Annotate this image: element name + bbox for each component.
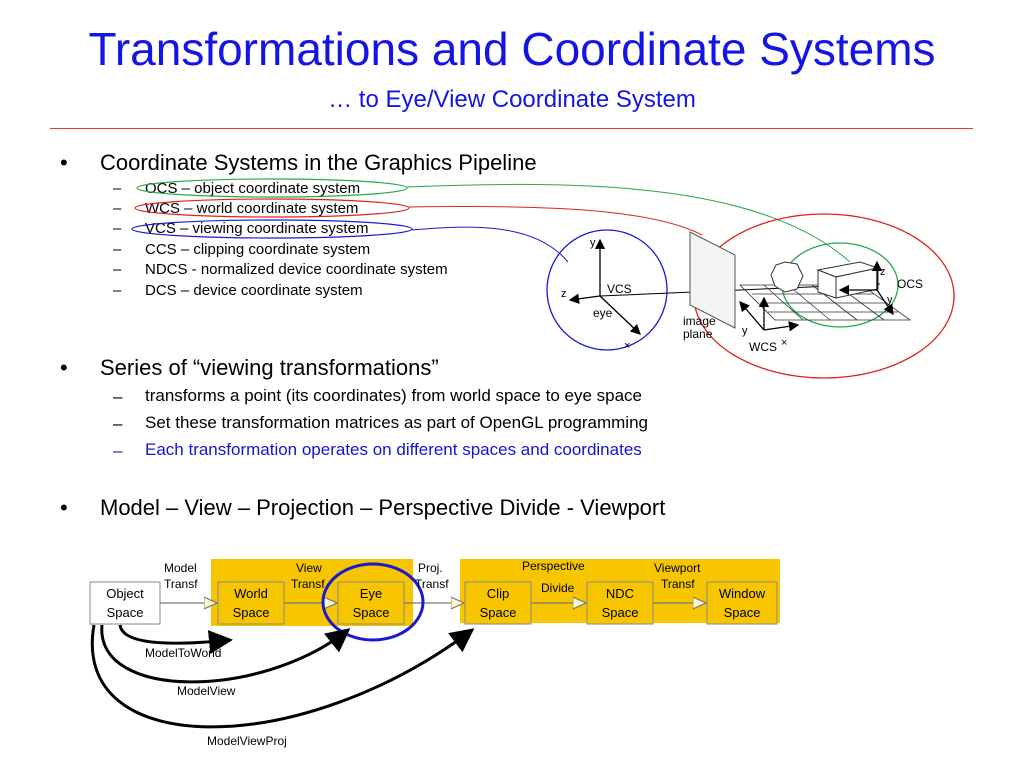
model-to-world-curve (120, 625, 230, 643)
model-transf-label-1: Model (164, 561, 197, 575)
section-heading-mvp: Model – View – Projection – Perspective Divide - Viewport (100, 495, 666, 520)
box-object (818, 262, 878, 298)
wcs-connector (409, 207, 702, 235)
vcs-connector (412, 227, 568, 262)
object-space-label-1: Object (106, 586, 144, 601)
dash: – (113, 387, 123, 406)
model-view-label: ModelView (177, 684, 236, 698)
item-each-transformation: Each transformation operates on different spaces and coordinates (145, 440, 642, 459)
dash: – (113, 414, 123, 433)
vcs-y-label: y (590, 237, 596, 249)
eye-space-label-1: Eye (359, 586, 383, 601)
slide-title: Transformations and Coordinate Systems (88, 23, 936, 75)
item-wcs: WCS – world coordinate system (145, 200, 359, 217)
item-vcs: VCS – viewing coordinate system (145, 220, 369, 237)
wcs-x-label: × (781, 337, 788, 349)
clip-space-label-1: Clip (486, 586, 510, 601)
viewport-transf-label-1: Viewport (654, 561, 701, 575)
slide-subtitle: … to Eye/View Coordinate System (328, 86, 696, 113)
model-transf-label-2: Transf (164, 577, 198, 591)
dash: – (113, 220, 122, 237)
vcs-label: VCS (607, 282, 632, 296)
model-to-world-label: ModelToWorld (145, 646, 222, 660)
bullet: • (60, 495, 68, 520)
item-ndcs: NDCS - normalized device coordinate system (145, 261, 448, 278)
eye-space-label-2: Space (352, 605, 390, 620)
proj-transf-label-1: Proj. (418, 561, 443, 575)
ndc-space-label-2: Space (601, 605, 639, 620)
vcs-highlight-ellipse (132, 220, 412, 238)
eye-label: eye (593, 306, 613, 320)
window-space-label-2: Space (723, 605, 761, 620)
dash: – (113, 261, 122, 278)
proj-transf-label-2: Transf (415, 577, 449, 591)
dash: – (113, 180, 122, 197)
dash: – (113, 282, 122, 299)
vcs-z-label: z (561, 288, 567, 300)
dash: – (113, 241, 122, 258)
bullet: • (60, 150, 68, 175)
world-space-label-2: Space (232, 605, 270, 620)
wcs-y-label: y (742, 325, 748, 337)
ocs-connector (407, 184, 850, 262)
model-view-proj-label: ModelViewProj (207, 734, 287, 748)
perspective-divide-label-2: Divide (541, 581, 575, 595)
viewport-transf-label-2: Transf (661, 577, 695, 591)
dash: – (113, 441, 123, 460)
world-space-label-1: World (234, 586, 268, 601)
image-plane-label-1: image (683, 314, 716, 328)
image-plane-label-2: plane (683, 327, 713, 341)
ocs-label: OCS (897, 277, 924, 291)
clip-space-label-2: Space (479, 605, 517, 620)
dash: – (113, 200, 122, 217)
vcs-x-label: × (624, 340, 631, 352)
sphere-object (771, 262, 803, 292)
view-transf-label-2: Transf (291, 577, 325, 591)
item-ccs: CCS – clipping coordinate system (145, 241, 371, 258)
bullet: • (60, 355, 68, 380)
item-ocs: OCS – object coordinate system (145, 180, 361, 197)
item-transforms-point: transforms a point (its coordinates) from world space to eye space (145, 386, 642, 405)
section-heading-coordinate-systems: Coordinate Systems in the Graphics Pipeline (100, 150, 537, 175)
perspective-divide-label-1: Perspective (522, 559, 585, 573)
model-view-curve (102, 625, 348, 682)
section-heading-viewing-transformations: Series of “viewing transformations” (100, 355, 439, 380)
wcs-label: WCS (749, 340, 777, 354)
ocs-highlight-ellipse (137, 179, 407, 197)
wcs-highlight-ellipse (135, 199, 409, 217)
view-transf-label-1: View (296, 561, 322, 575)
item-set-matrices: Set these transformation matrices as part of OpenGL programming (145, 413, 648, 432)
object-space-label-2: Space (106, 605, 144, 620)
item-dcs: DCS – device coordinate system (145, 282, 363, 299)
ocs-z-label: z (880, 266, 886, 278)
window-space-label-1: Window (718, 586, 766, 601)
ndc-space-label-1: NDC (605, 586, 635, 601)
ocs-y-label: y (887, 294, 893, 306)
